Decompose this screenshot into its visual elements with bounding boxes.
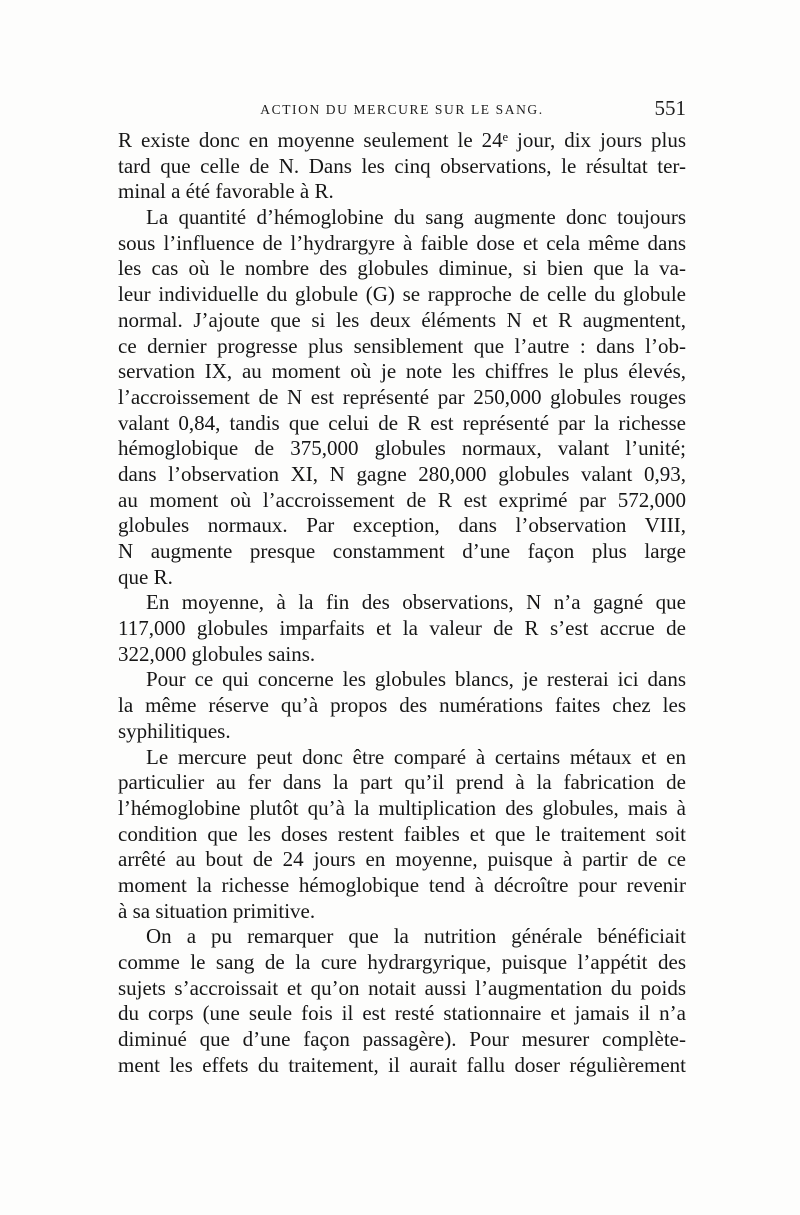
text-line: Pour ce qui concerne les globules blancs, je resterai ici dans (146, 667, 686, 692)
paragraph (118, 667, 686, 744)
text-line: sujets s’accroissait et qu’on notait aussi l’augmentation du poids (118, 975, 686, 1000)
text-line: la même réserve qu’à propos des numérations faites chez les (118, 693, 686, 718)
text-line: Le mercure peut donc être comparé à certains métaux et en (146, 744, 686, 769)
text-line: 322,000 globules sains. (118, 641, 316, 666)
page-header (118, 96, 686, 126)
paragraph (118, 745, 686, 925)
text-line: R existe donc en moyenne seulement le 24ᵉ jour, dix jours plus (118, 128, 686, 152)
text-line: l’accroissement de N est représenté par 250,000 globules rouges (118, 384, 686, 409)
text-line: On a pu remarquer que la nutrition générale bénéficiait (146, 924, 686, 949)
paragraph (118, 590, 686, 667)
running-title: ACTION DU MERCURE SUR LE SANG. (260, 102, 544, 117)
text-line: normal. J’ajoute que si les deux éléments N et R augmentent, (118, 307, 686, 332)
text-line: diminué que d’une façon passagère). Pour mesurer complète- (118, 1027, 686, 1052)
text-line: à sa situation primitive. (118, 898, 316, 923)
text-line: moment la richesse hémoglobique tend à décroître pour revenir (118, 872, 686, 897)
text-line: sous l’influence de l’hydrargyre à faible dose et cela même dans (118, 230, 686, 255)
text-line: particulier au fer dans la part qu’il prend à la fabrication de (118, 770, 686, 795)
text-line: La quantité d’hémoglobine du sang augmente donc toujours (146, 205, 686, 230)
text-line: N augmente presque constamment d’une façon plus large (118, 539, 686, 563)
text-line: ment les effets du traitement, il aurait fallu doser régulièrement (118, 1052, 686, 1077)
text-line: dans l’observation XI, N gagne 280,000 globules valant 0,93, (118, 461, 686, 486)
text-line: minal a été favorable à R. (118, 179, 334, 204)
paragraph (118, 128, 686, 205)
text-line: En moyenne, à la fin des observations, N n’a gagné que (146, 590, 686, 615)
text-line: syphilitiques. (118, 718, 231, 743)
text-line: arrêté au bout de 24 jours en moyenne, puisque à partir de ce (118, 847, 686, 872)
text-line: du corps (une seule fois il est resté stationnaire et jamais il n’a (118, 1001, 686, 1026)
text-line: leur individuelle du globule (G) se rapproche de celle du globule (118, 282, 686, 307)
paragraph (118, 924, 686, 1078)
text-line: les cas où le nombre des globules diminue, si bien que la va- (118, 256, 686, 281)
text-line: hémoglobique de 375,000 globules normaux, valant l’unité; (118, 436, 686, 461)
body-text (118, 128, 686, 1078)
page-number: 551 (654, 96, 686, 120)
text-line: comme le sang de la cure hydrargyrique, puisque l’appétit des (118, 950, 686, 974)
text-line: valant 0,84, tandis que celui de R est représenté par la richesse (118, 410, 686, 435)
text-line: l’hémoglobine plutôt qu’à la multiplication des globules, mais à (118, 795, 686, 820)
text-line: globules normaux. Par exception, dans l’observation VIII, (118, 513, 686, 538)
text-line: au moment où l’accroissement de R est exprimé par 572,000 (118, 487, 686, 512)
text-line: ce dernier progresse plus sensiblement que l’autre : dans l’ob- (118, 333, 686, 358)
text-line: servation IX, au moment où je note les chiffres le plus élevés, (118, 359, 686, 384)
paragraph (118, 205, 686, 590)
text-line: condition que les doses restent faibles et que le traitement soit (118, 821, 686, 846)
text-line: 117,000 globules imparfaits et la valeur de R s’est accrue de (118, 616, 686, 641)
text-line: tard que celle de N. Dans les cinq observations, le résultat ter- (118, 153, 686, 178)
text-line: que R. (118, 564, 173, 589)
